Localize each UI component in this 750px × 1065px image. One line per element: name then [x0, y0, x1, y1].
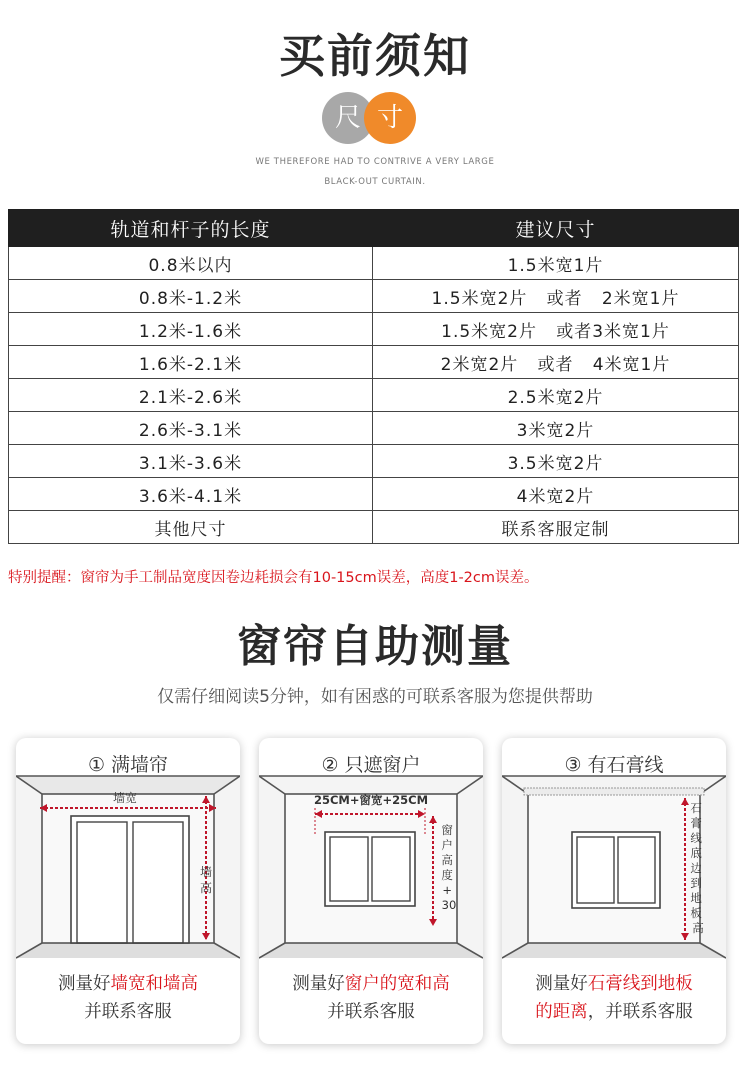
cell-size: 2.5米宽2片	[373, 379, 739, 412]
card-title: ③ 有石膏线	[564, 754, 664, 776]
english-subtitle-line1: WE THEREFORE HAD TO CONTRIVE A VERY LARGE	[255, 157, 495, 167]
cell-size: 3.5米宽2片	[373, 445, 739, 478]
card-full-wall	[16, 738, 240, 1044]
card-caption	[259, 970, 483, 1026]
caption-highlight: 窗户的宽和高	[344, 974, 450, 994]
cell-length: 3.6米-4.1米	[9, 478, 373, 511]
table-row	[9, 346, 739, 379]
column-header-length: 轨道和杆子的长度	[9, 210, 373, 247]
caption-prefix: 测量好	[535, 974, 588, 994]
caption-prefix: 测量好	[58, 974, 111, 994]
window-only-diagram	[259, 768, 483, 968]
measure-title: 窗帘自助测量	[237, 621, 513, 672]
table-row	[9, 247, 739, 280]
measure-subtitle: 仅需仔细阅读5分钟，如有困惑的可联系客服为您提供帮助	[157, 687, 593, 707]
cell-size: 联系客服定制	[373, 511, 739, 544]
wall-width-label: 墙宽	[112, 791, 138, 805]
caption-line2: 并联系客服	[327, 1002, 415, 1022]
table-row	[9, 412, 739, 445]
window-width-label: 25CM+窗宽+25CM	[313, 793, 429, 807]
size-badge	[0, 92, 750, 146]
page-title: 买前须知	[279, 29, 471, 83]
cell-size: 1.5米宽1片	[373, 247, 739, 280]
wall-height-label: 墙高	[199, 865, 213, 895]
cell-length: 0.8米以内	[9, 247, 373, 280]
cell-size: 4米宽2片	[373, 478, 739, 511]
cell-size: 2米宽2片 或者 4米宽1片	[373, 346, 739, 379]
table-row	[9, 313, 739, 346]
table-header-row	[9, 210, 739, 247]
cell-length: 2.1米-2.6米	[9, 379, 373, 412]
caption-line2: 并联系客服	[84, 1002, 172, 1022]
special-notice: 特别提醒：窗帘为手工制品宽度因卷边耗损会有10-15cm误差，高度1-2cm误差。	[8, 570, 539, 586]
badge-right-circle: 寸	[364, 92, 416, 144]
caption-highlight: 墙宽和墙高	[110, 974, 198, 994]
column-header-suggested-size: 建议尺寸	[373, 210, 739, 247]
cell-length: 2.6米-3.1米	[9, 412, 373, 445]
plaster-line-diagram	[502, 768, 726, 968]
card-caption	[502, 970, 726, 1026]
card-title: ① 满墙帘	[87, 754, 169, 776]
cell-size: 1.5米宽2片 或者3米宽1片	[373, 313, 739, 346]
table-row	[9, 511, 739, 544]
cell-length: 3.1米-3.6米	[9, 445, 373, 478]
cell-size: 1.5米宽2片 或者 2米宽1片	[373, 280, 739, 313]
plaster-line	[524, 788, 704, 795]
card-plaster-line	[502, 738, 726, 1044]
plaster-height-label: 石 膏 线 底 边 到 地 板 高	[690, 801, 704, 935]
caption-prefix: 测量好	[292, 974, 345, 994]
card-title: ② 只遮窗户	[321, 754, 421, 776]
caption-highlight: 石膏线到地板	[587, 974, 693, 994]
table-row	[9, 280, 739, 313]
caption-line2-rest: ，并联系客服	[587, 1002, 693, 1022]
table-row	[9, 379, 739, 412]
english-subtitle-line2: BLACK-OUT CURTAIN.	[324, 177, 426, 187]
card-caption	[16, 970, 240, 1026]
cell-size: 3米宽2片	[373, 412, 739, 445]
card-window-only	[259, 738, 483, 1044]
badge-left-circle: 尺	[322, 92, 374, 144]
full-wall-diagram	[16, 768, 240, 968]
table-row	[9, 445, 739, 478]
cell-length: 0.8米-1.2米	[9, 280, 373, 313]
table-row	[9, 478, 739, 511]
caption-line2-highlight: 的距离	[535, 1002, 588, 1022]
cell-length: 1.2米-1.6米	[9, 313, 373, 346]
size-table	[8, 209, 739, 544]
cell-length: 其他尺寸	[9, 511, 373, 544]
cell-length: 1.6米-2.1米	[9, 346, 373, 379]
window-height-label: 窗 户 高 度 + 30	[441, 823, 457, 912]
